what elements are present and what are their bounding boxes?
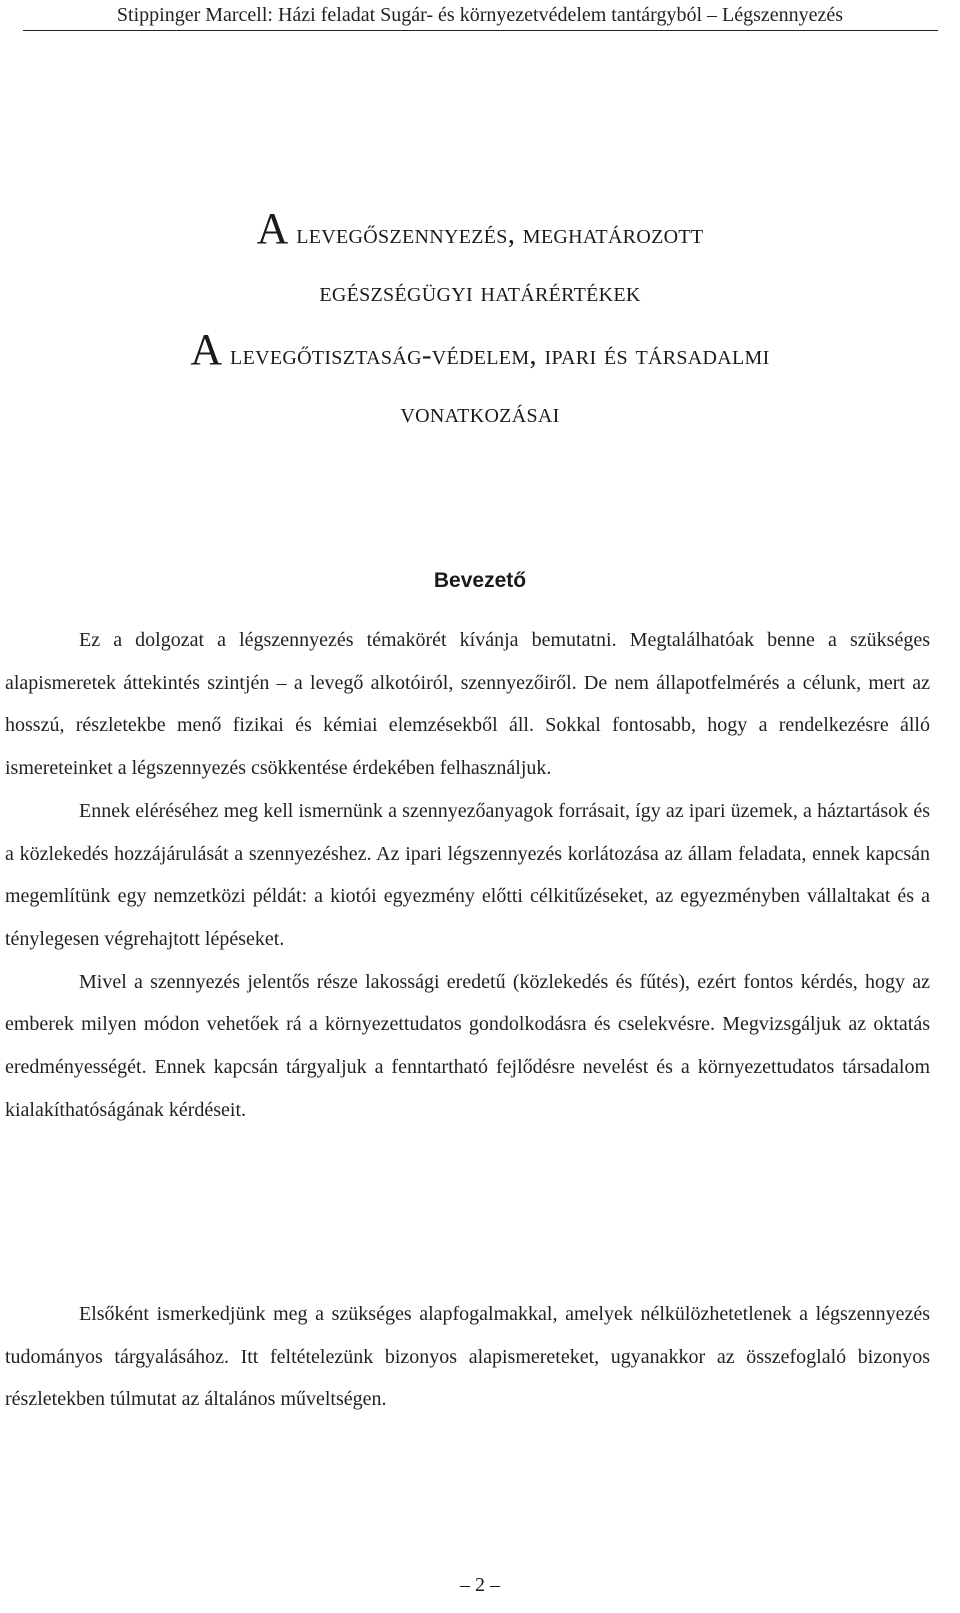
title-line-1-initial: A	[256, 204, 289, 253]
paragraph-3: Mivel a szennyezés jelentős része lakossági eredetű (közlekedés és fűtés), ezért fontos kérdés, hogy az emberek milyen módon vehetőek rá a környezettudatos gondolkodásra és cselekvésre. Megvizsgáljuk az oktatás eredményességét. Ennek kapcsán tárgyaljuk a fenntartható fejlődésre nevelést és a környezettudatos társadalom kialakíthatóságának kérdéseit.	[5, 970, 930, 1121]
title-line-3-initial: A	[190, 325, 223, 374]
title-line-1	[0, 200, 960, 263]
page-number: – 2 –	[460, 1574, 500, 1596]
paragraph-4: Elsőként ismerkedjünk meg a szükséges alapfogalmakkal, amelyek nélkülözhetetlenek a légszennyezés tudományos tárgyalásához. Itt feltételezünk bizonyos alapismereteket, ugyanakkor az összefoglaló bizonyos részletekben túlmutat az általános műveltségen.	[5, 1303, 930, 1411]
header-rule	[23, 30, 938, 31]
paragraph-1: Ez a dolgozat a légszennyezés témakörét kívánja bemutatni. Megtalálhatóak benne a szükséges alapismeretek áttekintés szintjén – a levegő alkotóiról, szennyezőiről. De nem állapotfelmérés a célunk, mert az hosszú, részletekbe menő fizikai és kémiai elemzésekből áll. Sokkal fontosabb, hogy a rendelkezésre álló ismereteinket a légszennyezés csökkentése érdekében felhasználjuk.	[5, 629, 930, 780]
paragraph-2: Ennek eléréséhez meg kell ismernünk a szennyezőanyagok forrásait, így az ipari üzemek, a háztartások és a közlekedés hozzájárulását a szennyezéshez. Az ipari légszennyezés korlátozása az állam feladata, ennek kapcsán megemlítünk egy nemzetközi példát: a kiotói egyezmény előtti célkitűzéseket, az egyezményben vállaltakat és a ténylegesen végrehajtott lépéseket.	[5, 799, 930, 950]
section-heading: Bevezető	[433, 569, 527, 592]
running-header	[0, 2, 960, 31]
title-line-2: egészségügyi határértékek	[319, 276, 641, 308]
basics-text	[5, 1293, 930, 1421]
document-title	[0, 200, 960, 442]
title-line-1-rest: levegőszennyezés, meghatározott	[288, 218, 704, 250]
title-line-4: vonatkozásai	[400, 397, 560, 429]
running-header-title: Stippinger Marcell: Házi feladat Sugár- és környezetvédelem tantárgyból – Légszennyezés	[116, 4, 844, 26]
title-line-3-rest: levegőtisztaság-védelem, ipari és társadalmi	[222, 339, 770, 371]
intro-text	[5, 619, 930, 1131]
title-line-3	[0, 321, 960, 384]
